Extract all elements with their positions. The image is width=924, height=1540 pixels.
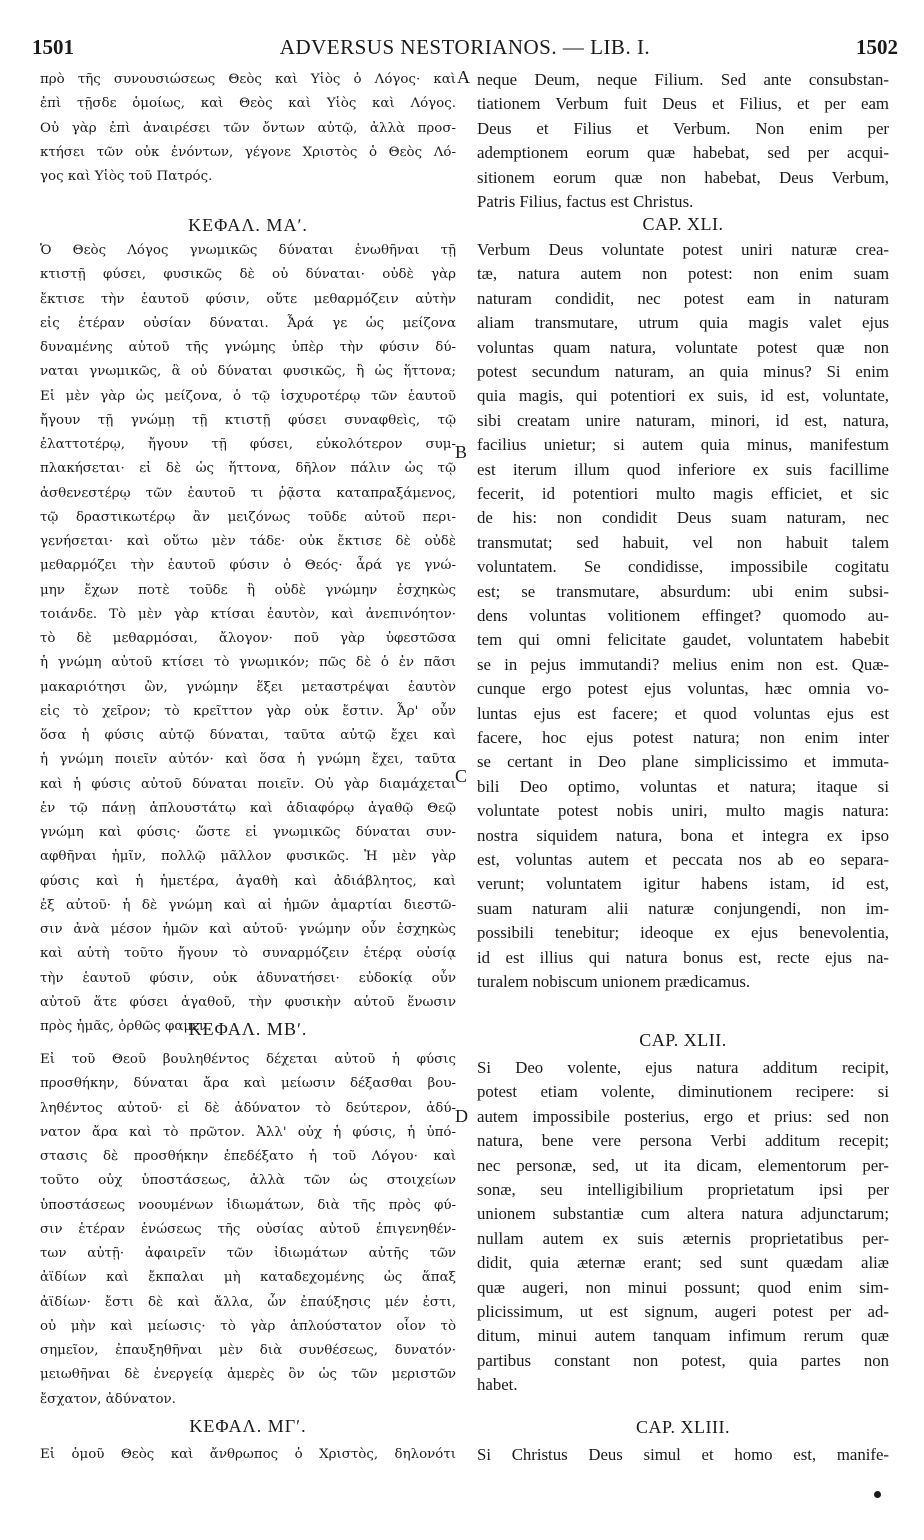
text-line: id est illius qui natura bonus est, recte ejus na- — [477, 947, 889, 967]
text-line: αφθῆναι ἡμῖν, πολλῷ μᾶλλον φυσικῶς. Ἡ μὲν γὰρ — [40, 849, 456, 865]
text-line: προσθήκην, δύναται ἄρα καὶ μείωσιν δέξασθαι βου- — [40, 1076, 456, 1092]
text-line: voluntas quam natura, voluntate potest quæ non — [477, 337, 889, 357]
text-line: tem qui omni felicitate gaudet, voluntatem habebit — [477, 630, 889, 650]
text-line: ἔκτισε τὴν ἑαυτοῦ φύσιν, οὔτε μεθαρμόζειν αὐτὴν — [40, 291, 456, 307]
text-line: πρὸ τῆς συνουσιώσεως Θεὸς καὶ Υἱὸς ὁ Λόγος· καὶ — [40, 72, 456, 87]
text-line: ἔσχατον, ἀδύνατον. — [40, 1391, 176, 1407]
text-line: ditum, minui autem tanquam infimum rerum quæ — [477, 1326, 889, 1346]
text-line: didit, quia æternæ erant; sed sunt quædam aliæ — [477, 1253, 889, 1273]
text-line: tiationem Verbum fuit Deus et Filius, et per eam — [477, 94, 889, 114]
text-line: dens voluntas volitionem effinget? quomodo au- — [477, 606, 889, 625]
text-line: κτήσει τῶν οὐκ ἐνόντων, γέγονε Χριστὸς ὁ Θεὸς Λό- — [40, 144, 456, 160]
text-line: ἐπὶ τῇσδε ὁμοίως, καὶ Θεὸς καὶ Υἱὸς καὶ Λόγος. — [40, 96, 456, 112]
margin-letter-c: C — [455, 766, 468, 786]
text-line: Si Christus Deus simul et homo est, manife- — [477, 1445, 889, 1464]
text-line: unionem substantiæ cum altera natura adjunctarum; — [477, 1204, 889, 1224]
text-line: καὶ αὐτὴ τοῦτο ἤγουν τὸ συναρμόζειν ἑτέρᾳ οὐσίᾳ — [40, 946, 456, 962]
text-line: ληθέντος αὐτοῦ· εἰ δὲ ἀδύνατον τὸ δεύτερον, ἀδύ- — [40, 1100, 456, 1116]
text-line: nec personæ, sed, ut ita dicam, elementorum per- — [477, 1155, 889, 1175]
text-line: quia magis, qui potentiori ex suis, id est, voluntate, — [477, 386, 889, 406]
text-line: εἰς ἑτέραν οὐσίαν δύναται. Ἆρά γε ὡς μείζονα — [40, 315, 456, 331]
text-line: Εἰ τοῦ Θεοῦ βουληθέντος δέχεται αὐτοῦ ἡ φύσις — [40, 1052, 456, 1067]
text-line: se certant in Deo plane simplicissimo et immuta- — [477, 752, 889, 772]
text-line: Ὁ Θεὸς Λόγος γνωμικῶς δύναται ἑνωθῆναι τῇ — [40, 243, 456, 258]
text-line: sitionem eorum quæ non habebat, Deus Verbum, — [477, 167, 889, 187]
text-line: Οὐ γὰρ ἐπὶ ἀναιρέσει τῶν ὄντων αὐτῷ, ἀλλὰ προσ- — [40, 120, 456, 136]
text-line: autem impossibile posterius, ergo et prius: sed non — [477, 1106, 889, 1126]
margin-letter-d: D — [455, 1106, 468, 1126]
text-line: στασις δὲ προσθήκην ἐπεδέξατο ἡ τοῦ Λόγου· καὶ — [40, 1149, 456, 1164]
text-line: τὸ δὲ μεθαρμόσαι, ἄλογον· ποῦ γὰρ ὑφεστῶσα — [40, 631, 456, 646]
text-line: potest etiam volente, diminutionem recipere: si — [477, 1082, 889, 1102]
text-line: ἤγουν τῇ γνώμῃ τῇ κτιστῇ φύσει συναφθεὶς, τῷ — [40, 412, 456, 428]
text-line: sonæ, seu intelligibilium proprietatum ipsi per — [477, 1180, 889, 1199]
text-line: est; se transmutare, absurdum: ubi enim subsi- — [477, 581, 889, 601]
text-line: ἐν τῷ πάνῃ ἁπλουστάτῳ καὶ ἀδιαφόρῳ ἀγαθῷ Θεῷ — [40, 800, 456, 816]
text-line: ἀϊδίων καὶ ἔκπαλαι μὴ καταδεχομένης ὡς ἅπαξ — [40, 1270, 456, 1286]
text-line: potest secundum naturam, an quia minus? Si enim — [477, 362, 889, 381]
text-line: natura, bene vere persona Verbi additum recepit; — [477, 1131, 889, 1151]
text-line: possibili tenebitur; ideoque ex ejus benevolentia, — [477, 923, 889, 943]
text-line: se in pejus immutandi? melius enim non est. Quæ- — [477, 654, 889, 674]
text-line: Εἰ μὲν γὰρ ὡς μείζονα, ὁ τῷ ἰσχυροτέρῳ τῶν ἑαυτοῦ — [40, 388, 456, 404]
chapter-heading-41: ΚΕΦΑΛ. ΜΑʹ. — [188, 215, 308, 235]
text-line: τὴν ἑαυτοῦ φύσιν, οὐκ ἀδυνατήσει· εὐδοκίᾳ οὖν — [40, 970, 456, 986]
text-line: ademptionem eorum quæ habebat, sed per acqui- — [477, 143, 889, 163]
text-line: τῷ δραστικωτέρῳ ἂν μειζόνως τοῦδε αὐτοῦ περι- — [40, 509, 456, 525]
text-line: sibi creatam unire naturam, minori, id est, natura, — [477, 410, 889, 430]
text-line: γος καὶ Υἱὸς τοῦ Πατρός. — [40, 169, 213, 184]
text-line: μειωθῆναι δὲ ἐνεργείᾳ ἀμερὲς ὂν ὡς τῶν μεριστῶν — [40, 1367, 456, 1383]
text-line: ἐξ αὐτοῦ· ἡ δὲ γνώμη καὶ αἱ ἡμῶν ἁμαρτίαι διεστῶ- — [40, 897, 456, 913]
text-line: luntas ejus est facere; et quod voluntas ejus est — [477, 703, 889, 723]
text-line: Patris Filius, factus est Christus. — [477, 192, 694, 211]
text-line: suam naturam alii naturæ conjungendi, non im- — [477, 898, 889, 918]
page-number-left: 1501 — [32, 35, 74, 59]
margin-letter-a: A — [457, 67, 470, 87]
text-line: δυναμένης αὐτοῦ τῆς γνώμης ὑπὲρ τὴν φύσιν δύ- — [40, 340, 456, 355]
text-line: est iterum illum quod inferiore ex suis facillime — [477, 459, 889, 479]
text-line: partibus constant non potest, quia partes non — [477, 1350, 889, 1370]
text-line: ἀϊδίων· ἔστι δὲ καὶ ἄλλα, ὧν ἐπαύξησις μέν ἐστι, — [40, 1294, 456, 1310]
text-line: κτιστῇ φύσει, φυσικῶς δὲ οὐ δύναται· οὐδὲ γὰρ — [40, 267, 456, 283]
text-line: φύσις καὶ ἡ ἡμετέρα, ἀγαθὴ καὶ ἀδιάβλητος, καὶ — [40, 873, 456, 889]
text-line: Si Deo volente, ejus natura additum recipit, — [477, 1058, 889, 1077]
chapter-heading-41: CAP. XLI. — [642, 214, 724, 234]
text-line: est, voluntas autem et peccata nos ab eo separa- — [477, 850, 889, 869]
text-line: bili Deo optimo, voluntas et natura; itaque si — [477, 776, 889, 796]
text-line: nostra siquidem natura, bona et integra ex ipso — [477, 825, 889, 845]
text-line: ἀσθενεστέρῳ τῶν ἑαυτοῦ τι ῥᾷστα καταπραξάμενος, — [40, 485, 456, 501]
text-line: turalem nobiscum unionem prædicamus. — [477, 972, 751, 991]
text-line: tæ, natura autem non potest: non enim suam — [477, 264, 889, 284]
text-line: quæ augeri, non minui possunt; quod enim sim- — [477, 1277, 889, 1297]
running-title: ADVERSUS NESTORIANOS. — LIB. I. — [279, 35, 651, 59]
text-line: transmutat; sed habuit, vel non habuit talem — [477, 532, 889, 552]
text-line: τοιάνδε. Τὸ μὲν γὰρ κτίσαι ἑαυτὸν, καὶ ἀνεπινόητον· — [40, 606, 456, 622]
margin-letter-b: B — [455, 442, 468, 462]
text-line: μακαριότησι ὢν, γνώμην ἕξει μεταστρέψαι ἑαυτὸν — [40, 679, 456, 695]
text-line: ναται γνωμικῶς, ἃ οὐ δύναται φυσικῶς, ἢ ὡς ἥττονα; — [40, 364, 456, 380]
text-line: facilius unietur; si autem quia minus, manifestum — [477, 435, 889, 455]
text-line: γενήσεται· καὶ οὕτω μὲν τάδε· οὐκ ἔκτισε δὲ οὐδὲ — [40, 534, 456, 549]
text-line: plicissimum, ut est signum, augeri potest per ad- — [477, 1302, 889, 1321]
text-line: Deus et Filius et Verbum. Non enim per — [477, 118, 889, 138]
text-line: πρὸς ἡμᾶς, ὀρθῶς φαμεν. — [40, 1019, 212, 1034]
text-line: ὅσα ἡ φύσις αὐτῷ δύναται, ταῦτα αὐτῷ ἔχει καὶ — [40, 728, 456, 743]
page-number-right: 1502 — [856, 35, 898, 59]
text-line: ἡ γνώμη ποιεῖν αὐτόν· καὶ ὅσα ἡ γνώμη ἔχει, ταῦτα — [40, 752, 456, 768]
text-line: verunt; voluntatem igitur habens istam, id est, — [477, 874, 889, 894]
text-line: Εἰ ὁμοῦ Θεὸς καὶ ἄνθρωπος ὁ Χριστὸς, δηλονότι — [40, 1447, 456, 1462]
text-line: Verbum Deus voluntate potest uniri naturæ crea- — [477, 240, 889, 259]
text-line: εἰς τὸ χεῖρον; τὸ κρεῖττον γὰρ οὐκ ἔστιν. Ἆρ' οὖν — [40, 703, 456, 719]
text-line: σιν ἀνὰ μέσον ἡμῶν καὶ αὐτοῦ· γνώμην οὖν ἐσχηκὼς — [40, 922, 456, 937]
text-line: νατον ἄρα καὶ τὸ πρῶτον. Ἀλλ' οὐχ ἡ φύσις, ἡ ὑπό- — [40, 1124, 456, 1140]
text-line: fecerit, id potentiori multo magis efficiet, et sic — [477, 484, 889, 503]
text-line: facere, hoc ejus potest natura; non enim inter — [477, 728, 889, 747]
text-line: neque Deum, neque Filium. Sed ante consubstan- — [477, 70, 889, 89]
chapter-heading-43: CAP. XLIII. — [636, 1417, 730, 1437]
chapter-heading-43: ΚΕΦΑΛ. ΜΓʹ. — [189, 1416, 307, 1436]
text-line: naturam condidit, nec potest eam in naturam — [477, 288, 889, 308]
text-line: de his: non condidit Deus suam naturam, nec — [477, 508, 889, 528]
page-end-dot — [874, 1491, 881, 1498]
text-line: πλακήσεται· εἰ δὲ ὡς ἥττονα, δῆλον πάλιν ὡς τῷ — [40, 461, 456, 477]
text-line: ὑποστάσεως νοουμένων ἰδιωμάτων, διὰ τῆς πρὸς φύ- — [40, 1197, 456, 1213]
text-line: ἡ γνώμη αὐτοῦ κτίσει τὸ γνωμικόν; πῶς δὲ ὁ ἐν πᾶσι — [40, 655, 456, 671]
chapter-heading-42: ΚΕΦΑΛ. ΜΒʹ. — [188, 1019, 308, 1039]
text-line: σιν ἑτέραν ἑνώσεως τῆς οὐσίας αὐτοῦ ἐπιγενηθέν- — [40, 1221, 456, 1237]
text-line: nullam autem ex suis æternis proprietatibus per- — [477, 1228, 889, 1248]
text-line: γνώμη καὶ φύσις· ὥστε εἰ γνωμικῶς δύναται συν- — [40, 825, 456, 840]
text-line: habet. — [477, 1375, 518, 1395]
text-line: ἐλαττοτέρῳ, ἤγουν τῇ φύσει, εὐκολότερον συμ- — [40, 437, 456, 452]
running-header — [32, 32, 898, 62]
text-line: cunque ergo potest ejus voluntas, hæc omnia vo- — [477, 679, 889, 699]
text-line: voluntatem. Se condidisse, impossibile cogitatu — [477, 557, 889, 577]
text-line: μην ἔχων ποτὲ τοῦδε ἢ οὐδὲ γνώμην ἐσχηκὼς — [40, 582, 456, 598]
text-line: οὐ μὴν καὶ μείωσις· τὸ γὰρ ἁπλούστατον οἷον τὸ — [40, 1318, 456, 1334]
text-line: τοῦτο οὐχ ὑποστάσεως, ἀλλὰ τῶν ὡς στοιχείων — [40, 1173, 456, 1189]
text-line: σημεῖον, ἐπαυξηθῆναι μὲν διὰ συνθέσεως, δυνατόν· — [40, 1343, 456, 1358]
text-line: αὐτοῦ ἅτε φύσει ἀγαθοῦ, τὴν φυσικὴν αὐτοῦ ἕνωσιν — [40, 994, 456, 1010]
text-line: μεθαρμόζει τὴν ἑαυτοῦ φύσιν ὁ Θεός· ἆρά γε γνώ- — [40, 558, 456, 574]
text-line: καὶ ἡ φύσις αὐτοῦ δύναται ποιεῖν. Οὐ γὰρ διαμάχεται — [40, 776, 456, 792]
chapter-heading-42: CAP. XLII. — [639, 1030, 727, 1050]
text-line: των αὐτῇ· ἀφαιρεῖν τῶν ἰδιωμάτων αὐτῆς τῶν — [40, 1246, 456, 1261]
text-line: aliam transmutare, utrum quia magis valet ejus — [477, 313, 889, 333]
text-line: voluntate potest nobis uniri, multo magis natura: — [477, 801, 889, 821]
